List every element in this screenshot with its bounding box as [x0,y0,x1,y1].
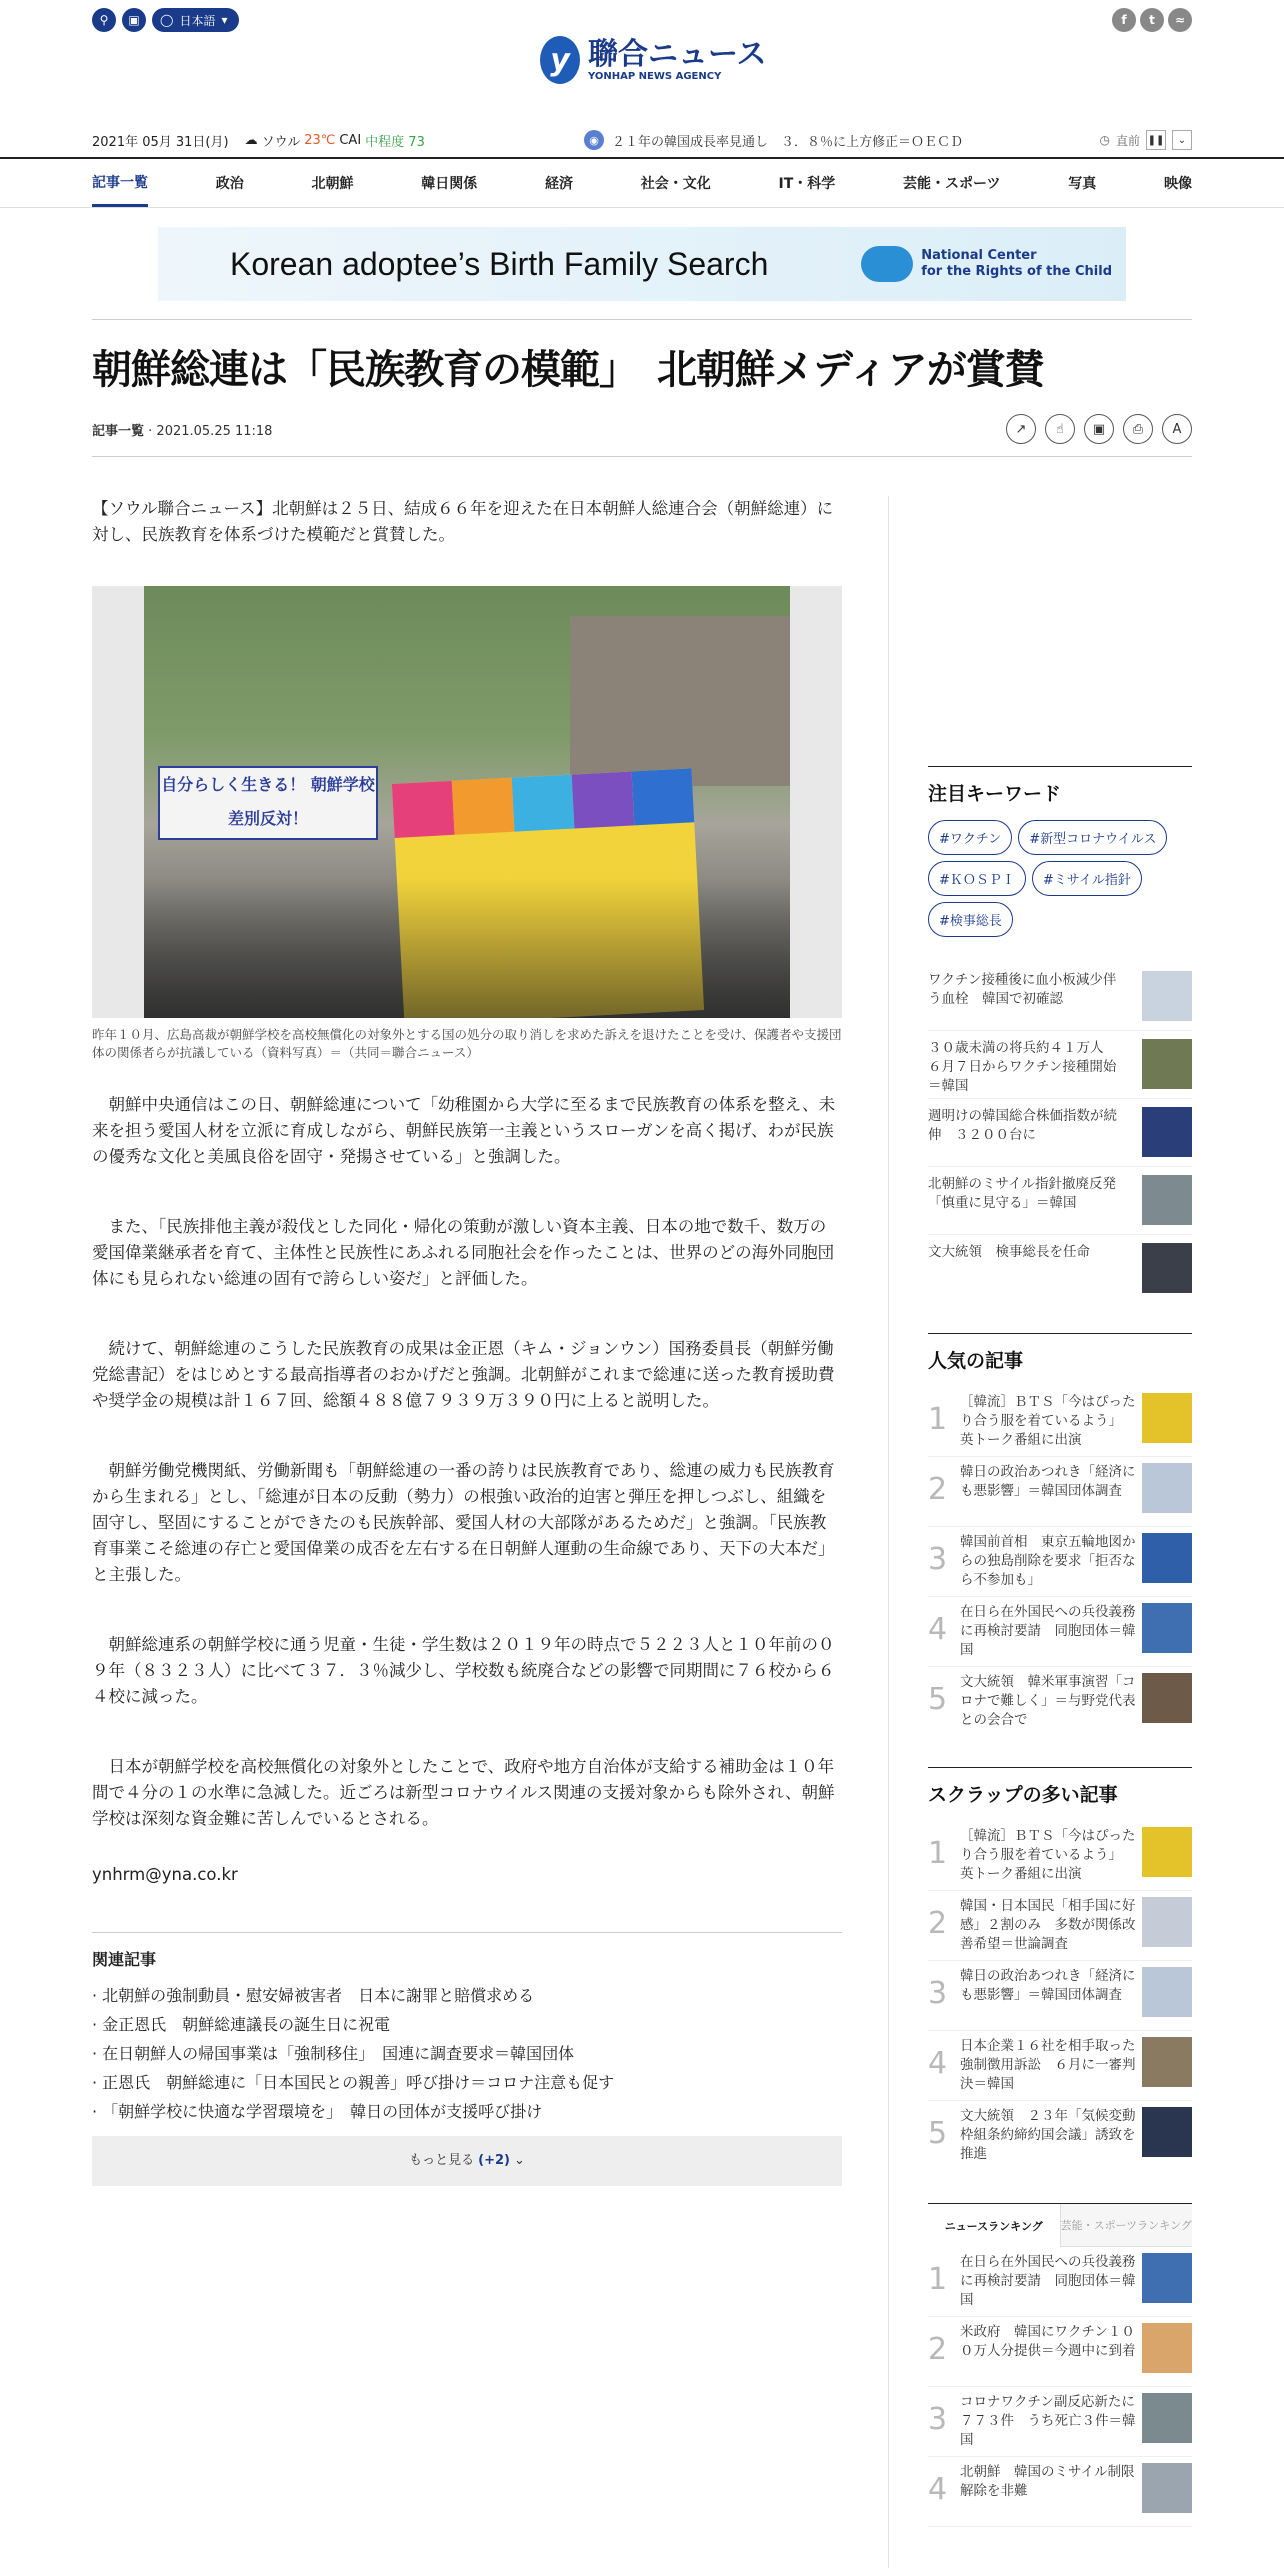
ranked-item-title: 文大統領 韓米軍事演習「コロナで難しく」＝与野党代表との会合で [960,1674,1136,1728]
nav-society-culture[interactable]: 社会・文化 [640,176,711,192]
rank-number: 5 [928,2116,948,2151]
ranked-item-title: 文大統領 ２３年「気候変動枠組条約締約国会議」誘致を推進 [960,2108,1136,2162]
ranked-item[interactable] [928,1821,1192,1891]
banner-logo-icon [861,246,913,282]
ticker-icon: ◉ [584,130,604,150]
twitter-icon[interactable]: t [1140,8,1164,32]
ranked-item-title: 日本企業１６社を相手取った強制徴用訴訟 ６月に一審判決＝韓国 [960,2038,1136,2092]
clock-icon: ◷ [1099,133,1110,147]
photo-caption: 昨年１０月、広島高裁が朝鮮学校を高校無償化の対象外とする国の処分の取り消しを求めた訴えを退けたことを受け、保護者や支援団体の関係者らが抗議している（資料写真）＝（共同＝聯合ニュース） [92,1027,842,1060]
ranking-tabs [928,2203,1192,2247]
ranked-item-title: 在日ら在外国民への兵役義務に再検討要請 同胞団体＝韓国 [960,2254,1136,2308]
chevron-down-icon[interactable]: ⌄ [1172,130,1192,150]
print-icon[interactable]: ⎙ [1123,414,1153,444]
meta-divider [92,456,1192,457]
thumbnail [1142,1039,1192,1089]
ranking-list [928,2247,1192,2527]
ranked-item-title: 北朝鮮 韓国のミサイル制限解除を非難 [960,2464,1135,2499]
thumbnail [1142,971,1192,1021]
sidebar-divider [888,496,889,2568]
nav-photo[interactable]: 写真 [1068,176,1097,192]
tab-entertainment-ranking[interactable]: 芸能・スポーツランキング [1061,2204,1193,2247]
news-ticker[interactable] [584,130,963,150]
ranked-item-title: 米政府 韓国にワクチン１００万人分提供＝今週中に到着 [960,2324,1136,2359]
thumbnail [1142,2107,1192,2157]
article-paragraph: また、「民族排他主義が殺伐とした同化・帰化の策動が激しい資本主義、日本の地で数千、数万の愛国偉業継承者を育て、主体性と民族性にあふれる同胞社会を作ったことは、世界のどの海外同胞団体にも見られない総連の固有で誇らしい姿だ」と評価した。 [92,1217,835,1288]
list-item-title: 週明けの韓国総合株価指数が続伸 ３２００台に [928,1108,1117,1143]
list-item-title: 文大統領 検事総長を任命 [928,1244,1090,1260]
sidebar [928,766,1192,2527]
chevron-down-icon: ⌄ [513,2153,525,2168]
weather-city: ソウル [261,134,301,150]
thumbnail [1142,2463,1192,2513]
ranked-item[interactable] [928,2387,1192,2457]
article-body [92,496,842,2186]
ranked-item-title: 韓日の政治あつれき「経済にも悪影響」＝韓国団体調査 [960,1464,1136,1499]
ranked-item[interactable] [928,1667,1192,1737]
article-paragraph: 朝鮮労働党機関紙、労働新聞も「朝鮮総連の一番の誇りは民族教育であり、総連の威力も民族教育から生まれる」とし、「総連が日本の反動（勢力）の根強い政治的迫害と弾圧を押しつぶし、組織を固守し、堅固にすることができたのも民族幹部、愛国人材の大部隊があるためだ」と強調。「民族教育事業こそ総連の存亡と愛国偉業の成否を左右する在日朝鮮人運動の生命線であり、天下の大本だ」と主張した。 [92,1461,835,1584]
article-lead: 【ソウル聯合ニュース】北朝鮮は２５日、結成６６年を迎えた在日本朝鮮人総連合会（朝鮮総連）に対し、民族教育を体系づけた模範だと賞賛した。 [92,499,834,544]
rss-icon[interactable]: ≈ [1168,8,1192,32]
list-item[interactable] [928,1235,1192,1303]
ranked-item[interactable] [928,2247,1192,2317]
photo-building [570,616,790,786]
ranked-item-title: ［韓流］ＢＴＳ「今はぴったり合う服を着ているよう」 英トーク番組に出演 [960,1828,1136,1882]
caret-down-icon: ▾ [221,13,228,27]
ranked-item-title: ［韓流］ＢＴＳ「今はぴったり合う服を着ているよう」 英トーク番組に出演 [960,1394,1136,1448]
globe-icon: ◯ [160,13,174,27]
article-datetime: 2021.05.25 11:18 [156,424,273,439]
more-label: もっと見る [409,2153,475,2168]
popular-list [928,1387,1192,1737]
latest-label: 直前 [1115,133,1140,148]
rank-number: 5 [928,1682,948,1717]
top-utility-bar [92,8,239,32]
list-item[interactable] [928,1099,1192,1167]
nav-politics[interactable]: 政治 [215,176,244,192]
thumbnail [1142,2393,1192,2443]
photo-protesters [144,878,790,1018]
latest-controls [1100,130,1193,150]
more-count: (+2) [478,2153,510,2168]
thumbnail [1142,1393,1192,1443]
font-size-icon[interactable]: A [1162,414,1192,444]
nav-north-korea[interactable]: 北朝鮮 [311,176,354,192]
list-item[interactable] [928,963,1192,1031]
rank-number: 4 [928,2046,948,2081]
thumbnail [1142,2323,1192,2373]
article-paragraph: 続けて、朝鮮総連のこうした民族教育の成果は金正恩（キム・ジョンウン）国務委員長（朝鮮労働党総書記）をはじめとする最高指導者のおかげだと強調。北朝鮮がこれまで総連に送った教育援助費や奨学金の規模は計１６７回、総額４８８億７９３９万３９０円に上ると説明した。 [92,1339,835,1410]
tab-news-ranking[interactable]: ニュースランキング [928,2204,1061,2247]
scrap-list [928,1821,1192,2171]
nav-korea-japan[interactable]: 韓日関係 [421,176,478,192]
protest-photo [144,586,790,1018]
ranked-item[interactable] [928,2317,1192,2387]
logo-english: YONHAP NEWS AGENCY [588,70,722,82]
ranked-item-title: 韓国前首相 東京五輪地図からの独島削除を要求「拒否なら不参加も」 [960,1534,1136,1588]
rank-number: 2 [928,1472,948,1507]
language-label: 日本語 [179,13,216,28]
keyword-tag[interactable]: #新型コロナウイルス [1018,820,1167,855]
rank-number: 3 [928,1976,948,2011]
thumbnail [1142,1463,1192,1513]
site-logo[interactable] [540,36,767,84]
keyword-tags [928,820,1192,937]
related-item[interactable]: · 正恩氏 朝鮮総連に「日本国民との親善」呼び掛け＝コロナ注意も促す [92,2073,615,2092]
thumbnail [1142,1243,1192,1293]
keyword-tag[interactable]: #ミサイル指針 [1032,861,1142,896]
logo-mark: y [540,36,580,84]
ranked-item-title: 在日ら在外国民への兵役義務に再検討要請 同胞団体＝韓国 [960,1604,1136,1658]
related-item[interactable]: · 在日朝鮮人の帰国事業は「強制移住」 国連に調査要求＝韓国団体 [92,2044,575,2063]
keyword-tag[interactable]: #ＫＯＳＰＩ [928,861,1026,896]
main-nav [92,160,1192,206]
social-links [1112,8,1192,32]
rank-number: 4 [928,2472,948,2507]
related-list [92,1981,842,2126]
photo-protest-sign: 自分らしく生きる！ 朝鮮学校差別反対！ [158,766,378,840]
weather-temp: 23℃ [304,132,336,148]
rank-number: 2 [928,1906,948,1941]
nav-video[interactable]: 映像 [1163,176,1192,192]
ranked-item[interactable] [928,1527,1192,1597]
keyword-news-list [928,963,1192,1303]
rank-number: 1 [928,1836,948,1871]
thumbnail [1142,1533,1192,1583]
thumbnail [1142,2253,1192,2303]
bookmark-icon[interactable]: ▣ [122,8,146,32]
thumbnail [1142,1673,1192,1723]
rank-number: 3 [928,1542,948,1577]
ranked-item[interactable] [928,1891,1192,1961]
more-related-button[interactable] [92,2136,842,2186]
list-item[interactable] [928,1031,1192,1099]
nav-it-science[interactable]: IT・科学 [778,176,836,192]
article-tools [1006,414,1192,444]
ranked-item[interactable] [928,2031,1192,2101]
article-paragraph: 朝鮮中央通信はこの日、朝鮮総連について「幼稚園から大学に至るまで民族教育の体系を整え、未来を担う愛国人材を立派に育成しながら、朝鮮民族第一主義というスローガンを高く掲げ、わが民族の優秀な文化と美風良俗を固守・発揚させている」と強調した。 [92,1095,836,1166]
header-divider [0,157,1284,159]
rank-number: 3 [928,2402,948,2437]
list-item-title: 北朝鮮のミサイル指針撤廃反発 「慎重に見守る」＝韓国 [928,1176,1130,1211]
ranked-item[interactable] [928,1597,1192,1667]
ticker-text[interactable]: ２１年の韓国成長率見通し ３．８％に上方修正＝ＯＥＣＤ [612,134,964,150]
language-selector[interactable] [152,8,239,32]
article-title: 朝鮮総連は「民族教育の模範」 北朝鮮メディアが賞賛 [92,347,1044,393]
banner-text: Korean adoptee’s Birth Family Search [230,245,769,282]
ranked-item-title: 韓国・日本国民「相手国に好感」２割のみ 多数が関係改善希望＝世論調査 [960,1898,1136,1952]
keywords-title: 注目キーワード [928,766,1192,806]
scrap-title: スクラップの多い記事 [928,1767,1192,1807]
nav-all-articles[interactable]: 記事一覧 [92,160,148,207]
facebook-icon[interactable]: f [1112,8,1136,32]
thumbnail [1142,1827,1192,1877]
search-icon[interactable]: ⚲ [92,8,116,32]
related-item[interactable]: · 「朝鮮学校に快適な学習環境を」 韓日の団体が支援呼び掛け [92,2102,543,2121]
nav-economy[interactable]: 経済 [545,176,573,192]
current-date: 2021年 05月 31日(月) [92,134,229,150]
rank-number: 2 [928,2332,948,2367]
ranked-item[interactable] [928,1457,1192,1527]
cai-label: CAI [339,132,362,148]
nav-divider [0,207,1284,208]
keyword-tag[interactable]: #ワクチン [928,820,1012,855]
rank-number: 1 [928,2262,948,2297]
cloud-icon: ☁ [244,132,258,148]
share-icon[interactable]: ↗ [1006,414,1036,444]
rank-number: 4 [928,1612,948,1647]
article-meta: 記事一覧 · 2021.05.25 11:18 [92,424,273,439]
like-icon[interactable]: ☝ [1045,414,1075,444]
related-title: 関連記事 [92,1950,157,1969]
banner-brand [861,246,1112,282]
ranked-item-title: コロナワクチン副反応新たに７７３件 うち死亡３件＝韓国 [960,2394,1136,2448]
pause-icon[interactable]: ❚❚ [1146,130,1166,150]
article-paragraph: 日本が朝鮮学校を高校無償化の対象外としたことで、政府や地方自治体が支給する補助金は１０年間で４分の１の水準に急減した。近ごろは新型コロナウイルス関連の支援対象からも除外され、朝鮮学校は深刻な資金難に苦しんでいるとされる。 [92,1757,835,1828]
scrap-icon[interactable]: ▣ [1084,414,1114,444]
logo-japanese: 聯合ニュース [588,36,767,72]
thumbnail [1142,1107,1192,1157]
banner-brand-line2: for the Rights of the Child [921,264,1112,279]
related-divider [92,1932,842,1933]
thumbnail [1142,1967,1192,2017]
related-item[interactable]: · 金正恩氏 朝鮮総連議長の誕生日に祝電 [92,2015,391,2034]
article-paragraph: 朝鮮総連系の朝鮮学校に通う児童・生徒・学生数は２０１９年の時点で５２２３人と１０年前の０９年（８３２３人）に比べて３７．３％減少し、学校数も統廃合などの影響で同期間に７６校から６４校に減った。 [92,1635,835,1706]
ranked-item[interactable] [928,2457,1192,2527]
thumbnail [1142,2037,1192,2087]
info-strip [92,126,1192,154]
ranked-item[interactable] [928,2101,1192,2171]
thumbnail [1142,1175,1192,1225]
list-item-title: ワクチン接種後に血小板減少伴う血栓 韓国で初確認 [928,972,1117,1007]
thumbnail [1142,1603,1192,1653]
reporter-email[interactable]: ynhrm@yna.co.kr [92,1865,238,1884]
nav-entertainment-sports[interactable]: 芸能・スポーツ [903,176,1001,192]
article-category[interactable]: 記事一覧 [92,424,145,439]
article-top-divider [92,319,1192,320]
ranked-item[interactable] [928,1387,1192,1457]
banner-ad[interactable] [158,227,1126,301]
list-item-title: ３０歳未満の将兵約４１万人 ６月７日からワクチン接種開始＝韓国 [928,1040,1117,1094]
list-item[interactable] [928,1167,1192,1235]
ranked-item[interactable] [928,1961,1192,2031]
weather [245,131,425,150]
thumbnail [1142,1897,1192,1947]
article-photo[interactable] [92,586,842,1018]
rank-number: 1 [928,1402,948,1437]
popular-title: 人気の記事 [928,1333,1192,1373]
ranked-item-title: 韓日の政治あつれき「経済にも悪影響」＝韓国団体調査 [960,1968,1136,2003]
cai-value: 中程度 73 [365,134,425,150]
related-item[interactable]: · 北朝鮮の強制動員・慰安婦被害者 日本に謝罪と賠償求める [92,1986,535,2005]
banner-brand-line1: National Center [921,248,1037,263]
keyword-tag[interactable]: #検事総長 [928,902,1013,937]
